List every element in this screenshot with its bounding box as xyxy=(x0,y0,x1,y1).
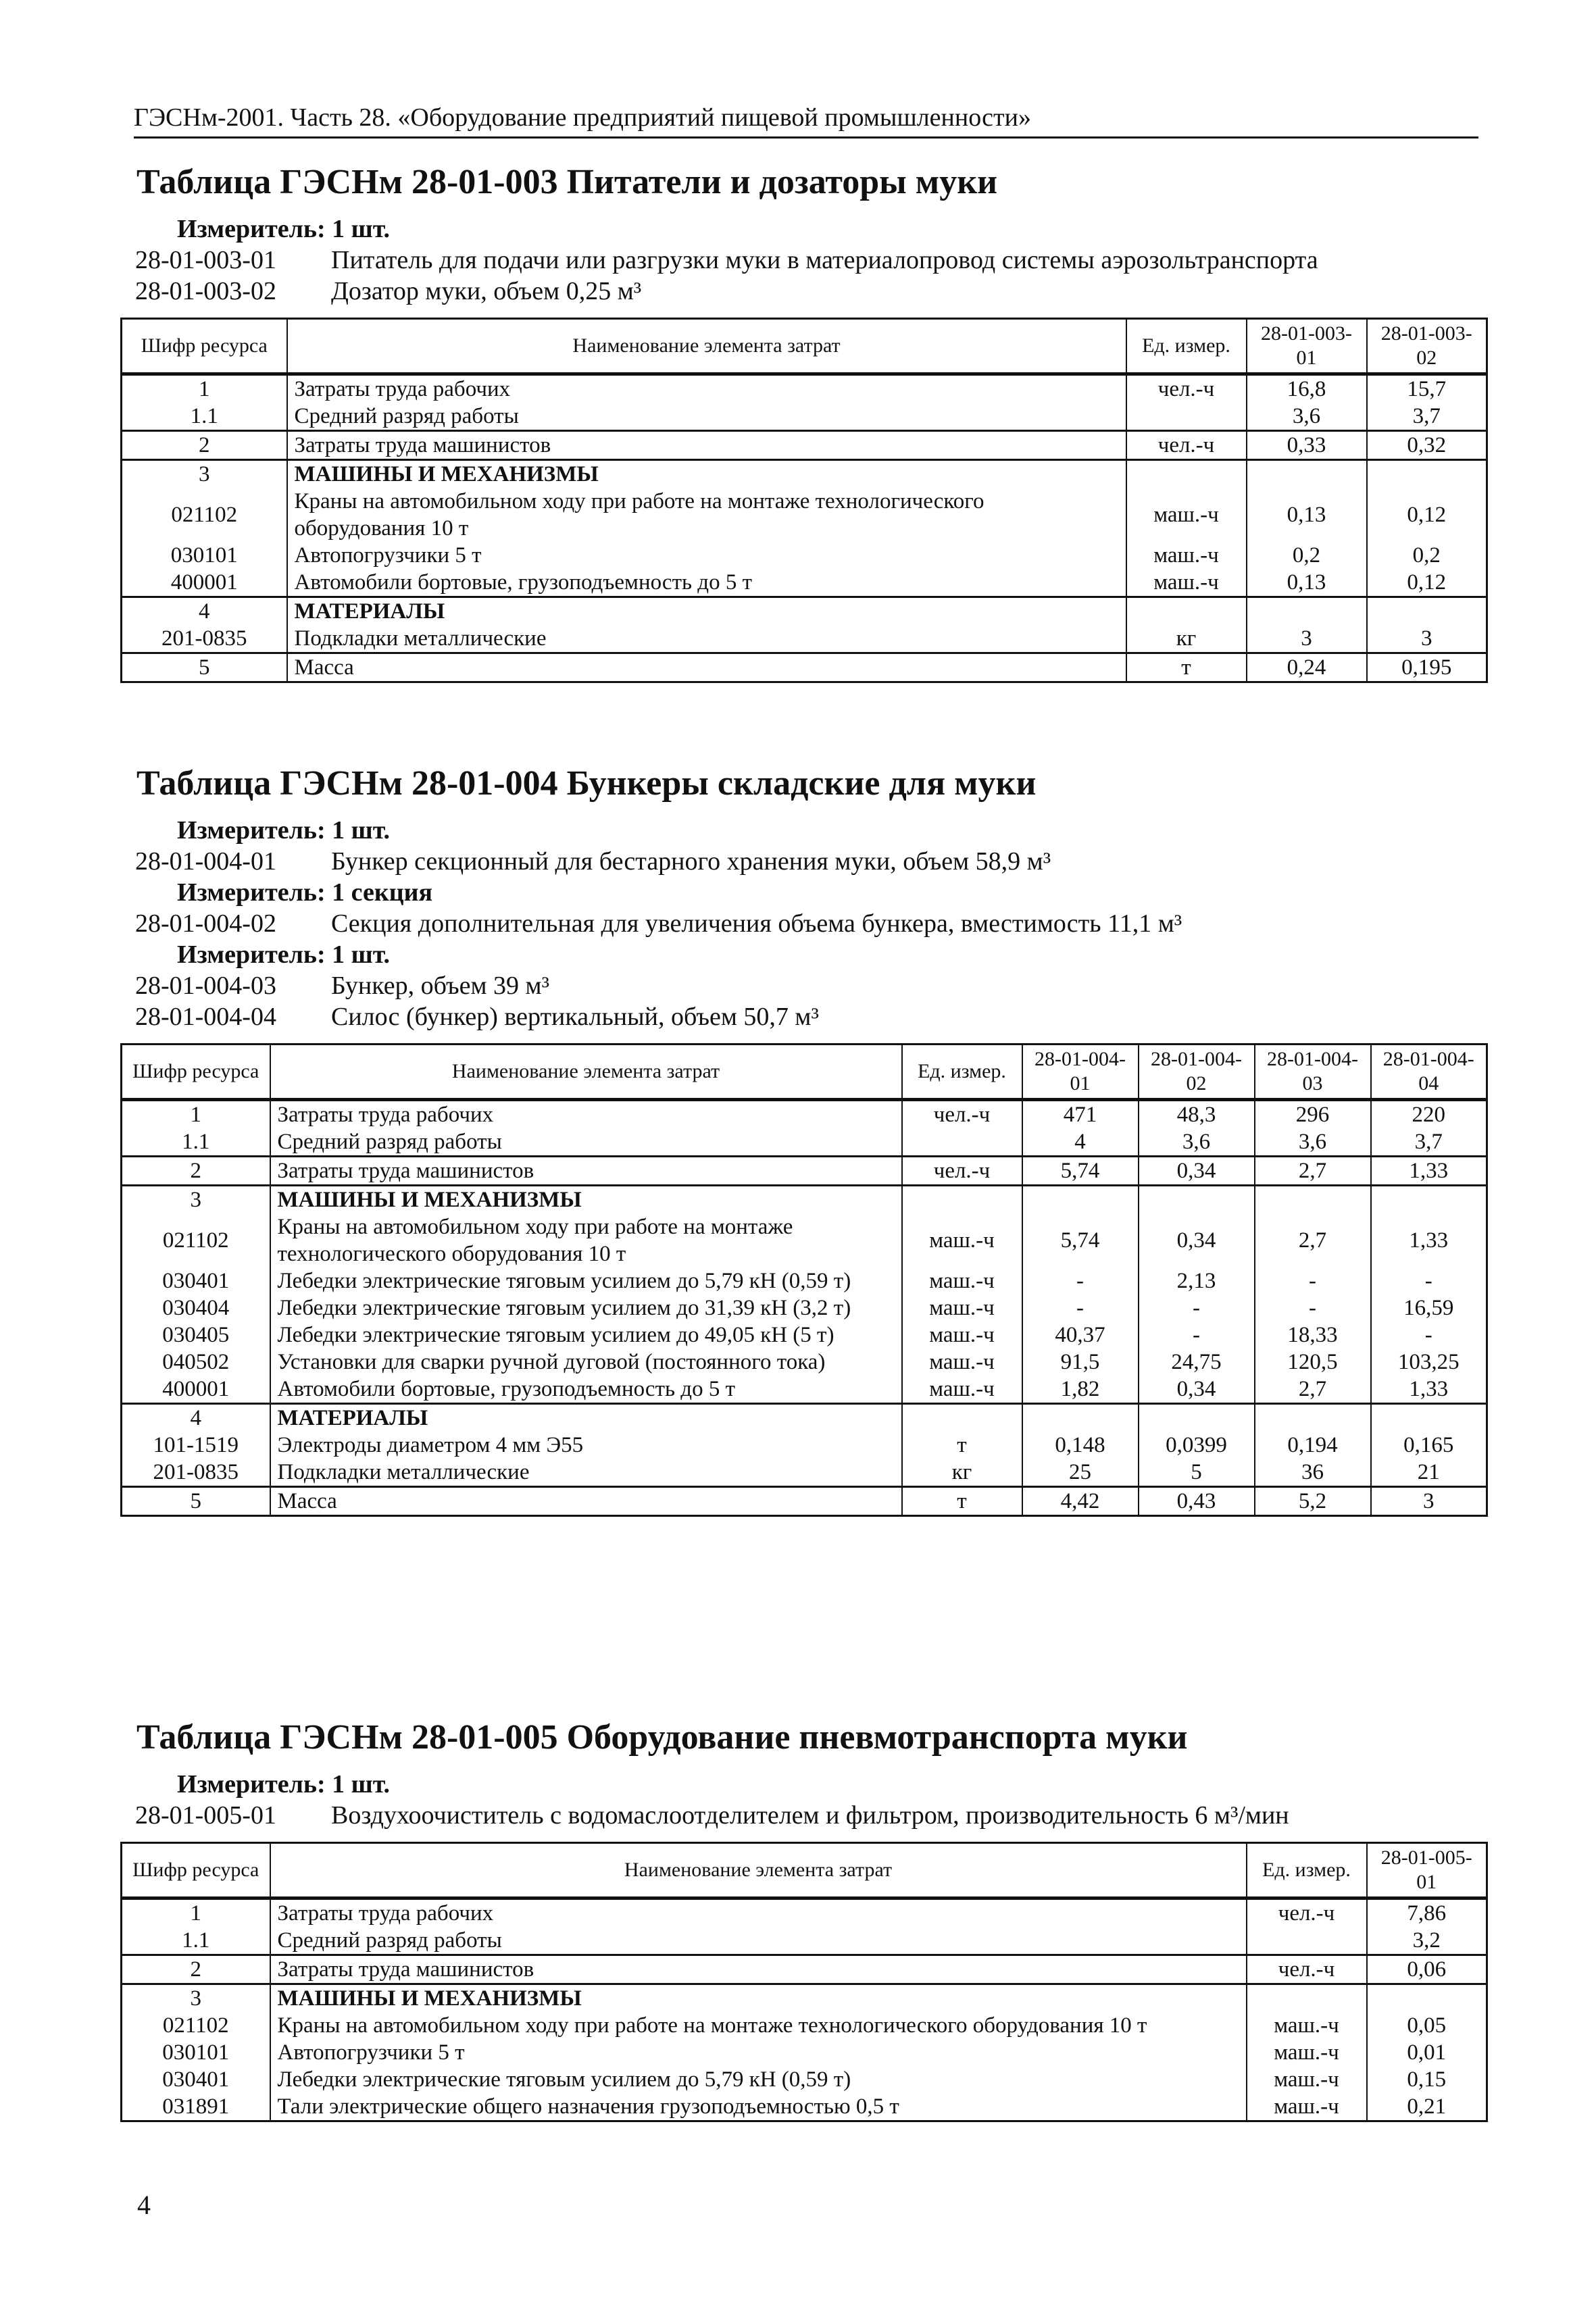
value-cell: 0,21 xyxy=(1367,2093,1487,2121)
unit-cell: маш.-ч xyxy=(902,1213,1022,1267)
table-row xyxy=(122,542,1487,569)
resource-code-cell: 021102 xyxy=(122,488,287,542)
cost-element-cell: Электроды диаметром 4 мм Э55 xyxy=(270,1432,902,1459)
value-cell: 3,6 xyxy=(1139,1128,1255,1157)
unit-cell: чел.-ч xyxy=(1247,1898,1367,1928)
value-cell: 471 xyxy=(1022,1100,1139,1129)
resource-code-cell: 400001 xyxy=(122,569,287,597)
value-cell: - xyxy=(1371,1322,1487,1349)
cost-element-cell: Масса xyxy=(287,653,1126,682)
value-cell: 120,5 xyxy=(1255,1349,1371,1376)
unit-cell: маш.-ч xyxy=(1247,2093,1367,2121)
value-cell: 16,8 xyxy=(1247,374,1367,403)
resource-code-cell: 201-0835 xyxy=(122,1459,270,1487)
norm-item-line xyxy=(120,846,1488,877)
cost-element-cell: Установки для сварки ручной дуговой (постоянного тока) xyxy=(270,1349,902,1376)
cost-element-cell: МАШИНЫ И МЕХАНИЗМЫ xyxy=(270,1984,1247,2013)
resource-code-cell: 030401 xyxy=(122,1267,270,1294)
value-cell: 0,13 xyxy=(1247,569,1367,597)
table-row xyxy=(122,403,1487,431)
cost-element-cell: Средний разряд работы xyxy=(270,1927,1247,1955)
norm-description: Воздухоочиститель с водомаслоотделителем и фильтром, производительность 6 м³/мин xyxy=(331,1801,1289,1830)
header-cost-element: Наименование элемента затрат xyxy=(270,1045,902,1100)
value-cell: 25 xyxy=(1022,1459,1139,1487)
unit-cell: чел.-ч xyxy=(1247,1955,1367,1984)
resource-code-cell: 031891 xyxy=(122,2093,270,2121)
resource-code-cell: 2 xyxy=(122,431,287,460)
norm-description: Бункер секционный для бестарного хранения муки, объем 58,9 м³ xyxy=(331,847,1051,876)
unit-cell: чел.-ч xyxy=(1126,374,1247,403)
norm-item-line xyxy=(120,276,1488,307)
value-cell: 0,24 xyxy=(1247,653,1367,682)
value-cell: 0,15 xyxy=(1367,2066,1487,2093)
table-row xyxy=(122,1128,1487,1157)
unit-cell: маш.-ч xyxy=(902,1376,1022,1404)
meter-line: Измеритель: 1 шт. xyxy=(177,1770,391,1799)
value-cell: 2,7 xyxy=(1255,1376,1371,1404)
header-norm-column: 28-01-003-02 xyxy=(1367,319,1487,374)
unit-cell xyxy=(1126,403,1247,431)
norm-code: 28-01-004-04 xyxy=(135,1003,276,1031)
value-cell: 0,12 xyxy=(1367,488,1487,542)
resource-code-cell: 030405 xyxy=(122,1322,270,1349)
table-header-row xyxy=(122,319,1487,374)
header-norm-column: 28-01-004-01 xyxy=(1022,1045,1139,1100)
cost-element-cell: Средний разряд работы xyxy=(270,1128,902,1157)
table-row xyxy=(122,1186,1487,1214)
header-norm-column: 28-01-005-01 xyxy=(1367,1843,1487,1898)
unit-cell: чел.-ч xyxy=(1126,431,1247,460)
table-row xyxy=(122,2093,1487,2121)
header-norm-column: 28-01-004-02 xyxy=(1139,1045,1255,1100)
header-cost-element: Наименование элемента затрат xyxy=(287,319,1126,374)
value-cell: - xyxy=(1255,1267,1371,1294)
cost-element-cell: МАШИНЫ И МЕХАНИЗМЫ xyxy=(270,1186,902,1214)
unit-cell xyxy=(902,1404,1022,1432)
table-row xyxy=(122,1898,1487,1928)
resource-code-cell: 1 xyxy=(122,374,287,403)
unit-cell xyxy=(1247,1984,1367,2013)
resource-code-cell: 5 xyxy=(122,653,287,682)
value-cell: 0,34 xyxy=(1139,1213,1255,1267)
cost-element-cell: Затраты труда рабочих xyxy=(287,374,1126,403)
resource-code-cell: 3 xyxy=(122,460,287,488)
value-cell: 3,7 xyxy=(1367,403,1487,431)
resource-code-cell: 4 xyxy=(122,1404,270,1432)
table-row xyxy=(122,374,1487,403)
value-cell: 1,33 xyxy=(1371,1376,1487,1404)
norm-description: Секция дополнительная для увеличения объема бункера, вместимость 11,1 м³ xyxy=(331,909,1182,938)
value-cell xyxy=(1367,1984,1487,2013)
unit-cell xyxy=(902,1128,1022,1157)
unit-cell: маш.-ч xyxy=(1247,2012,1367,2039)
value-cell: 15,7 xyxy=(1367,374,1487,403)
resource-code-cell: 1.1 xyxy=(122,1927,270,1955)
resource-code-cell: 1 xyxy=(122,1898,270,1928)
table-row xyxy=(122,1984,1487,2013)
value-cell: 3,7 xyxy=(1371,1128,1487,1157)
value-cell xyxy=(1371,1186,1487,1214)
unit-cell: маш.-ч xyxy=(1247,2066,1367,2093)
cost-element-cell: Подкладки металлические xyxy=(270,1459,902,1487)
resource-code-cell: 030101 xyxy=(122,2039,270,2066)
table-row xyxy=(122,1349,1487,1376)
meter-line: Измеритель: 1 шт. xyxy=(177,215,391,243)
norm-description: Питатель для подачи или разгрузки муки в материалопровод системы аэрозольтранспорта xyxy=(331,246,1318,274)
value-cell: 91,5 xyxy=(1022,1349,1139,1376)
table-row xyxy=(122,653,1487,682)
cost-element-cell: МАШИНЫ И МЕХАНИЗМЫ xyxy=(287,460,1126,488)
norm-table xyxy=(120,1842,1488,2122)
table-description xyxy=(120,815,1488,1032)
cost-element-cell: Автомобили бортовые, грузоподъемность до 5 т xyxy=(270,1376,902,1404)
norm-code: 28-01-005-01 xyxy=(135,1801,276,1830)
value-cell: 3,6 xyxy=(1247,403,1367,431)
cost-element-cell: Краны на автомобильном ходу при работе на монтаже технологического оборудования 10 т xyxy=(287,488,1126,542)
header-norm-column: 28-01-004-04 xyxy=(1371,1045,1487,1100)
value-cell: 0,194 xyxy=(1255,1432,1371,1459)
table-row xyxy=(122,1294,1487,1322)
value-cell xyxy=(1139,1404,1255,1432)
unit-cell xyxy=(902,1186,1022,1214)
value-cell: 220 xyxy=(1371,1100,1487,1129)
header-unit: Ед. измер. xyxy=(1126,319,1247,374)
resource-code-cell: 030401 xyxy=(122,2066,270,2093)
norm-code: 28-01-004-02 xyxy=(135,909,276,938)
cost-element-cell: МАТЕРИАЛЫ xyxy=(287,597,1126,626)
header-resource-code: Шифр ресурса xyxy=(122,1045,270,1100)
norm-table xyxy=(120,1043,1488,1517)
value-cell: 296 xyxy=(1255,1100,1371,1129)
table-row xyxy=(122,1927,1487,1955)
value-cell: 0,34 xyxy=(1139,1376,1255,1404)
table-row xyxy=(122,1404,1487,1432)
header-cost-element: Наименование элемента затрат xyxy=(270,1843,1247,1898)
table-description xyxy=(120,213,1488,307)
table-row xyxy=(122,488,1487,542)
cost-element-cell: Лебедки электрические тяговым усилием до 5,79 кН (0,59 т) xyxy=(270,1267,902,1294)
meter-line: Измеритель: 1 шт. xyxy=(177,816,391,845)
value-cell: - xyxy=(1022,1294,1139,1322)
unit-cell xyxy=(1126,597,1247,626)
value-cell: 2,13 xyxy=(1139,1267,1255,1294)
norm-code: 28-01-003-02 xyxy=(135,277,276,305)
value-cell: 0,195 xyxy=(1367,653,1487,682)
cost-element-cell: Автопогрузчики 5 т xyxy=(287,542,1126,569)
header-norm-column: 28-01-003-01 xyxy=(1247,319,1367,374)
unit-cell xyxy=(1126,460,1247,488)
value-cell: 103,25 xyxy=(1371,1349,1487,1376)
norm-code: 28-01-003-01 xyxy=(135,246,276,274)
value-cell: 0,33 xyxy=(1247,431,1367,460)
header-resource-code: Шифр ресурса xyxy=(122,1843,270,1898)
value-cell: 5 xyxy=(1139,1459,1255,1487)
resource-code-cell: 030101 xyxy=(122,542,287,569)
value-cell: 0,05 xyxy=(1367,2012,1487,2039)
value-cell: 36 xyxy=(1255,1459,1371,1487)
table-row xyxy=(122,2066,1487,2093)
value-cell xyxy=(1022,1404,1139,1432)
cost-element-cell: Затраты труда машинистов xyxy=(270,1157,902,1186)
value-cell: 2,7 xyxy=(1255,1213,1371,1267)
cost-element-cell: Затраты труда машинистов xyxy=(287,431,1126,460)
resource-code-cell: 1.1 xyxy=(122,403,287,431)
unit-cell: т xyxy=(902,1487,1022,1516)
value-cell: 5,74 xyxy=(1022,1213,1139,1267)
resource-code-cell: 1.1 xyxy=(122,1128,270,1157)
unit-cell: маш.-ч xyxy=(1126,488,1247,542)
cost-element-cell: Тали электрические общего назначения грузоподъемностью 0,5 т xyxy=(270,2093,1247,2121)
value-cell: 1,82 xyxy=(1022,1376,1139,1404)
cost-element-cell: МАТЕРИАЛЫ xyxy=(270,1404,902,1432)
table-header-row xyxy=(122,1843,1487,1898)
cost-element-cell: Краны на автомобильном ходу при работе на монтаже технологического оборудования 10 т xyxy=(270,2012,1247,2039)
page-number: 4 xyxy=(137,2190,151,2220)
table-row xyxy=(122,1322,1487,1349)
table-row xyxy=(122,597,1487,626)
value-cell: 7,86 xyxy=(1367,1898,1487,1928)
value-cell xyxy=(1371,1404,1487,1432)
table-row xyxy=(122,569,1487,597)
value-cell: 3,2 xyxy=(1367,1927,1487,1955)
value-cell: 0,13 xyxy=(1247,488,1367,542)
value-cell: 16,59 xyxy=(1371,1294,1487,1322)
cost-element-cell: Лебедки электрические тяговым усилием до 49,05 кН (5 т) xyxy=(270,1322,902,1349)
value-cell: 48,3 xyxy=(1139,1100,1255,1129)
table-row xyxy=(122,1432,1487,1459)
unit-cell: маш.-ч xyxy=(902,1294,1022,1322)
value-cell: - xyxy=(1022,1267,1139,1294)
resource-code-cell: 040502 xyxy=(122,1349,270,1376)
table-row xyxy=(122,460,1487,488)
unit-cell: маш.-ч xyxy=(1126,542,1247,569)
resource-code-cell: 021102 xyxy=(122,2012,270,2039)
value-cell: - xyxy=(1371,1267,1487,1294)
value-cell: 21 xyxy=(1371,1459,1487,1487)
resource-code-cell: 030404 xyxy=(122,1294,270,1322)
value-cell: 4 xyxy=(1022,1128,1139,1157)
norm-code: 28-01-004-01 xyxy=(135,847,276,876)
value-cell xyxy=(1022,1186,1139,1214)
cost-element-cell: Средний разряд работы xyxy=(287,403,1126,431)
cost-element-cell: Автомобили бортовые, грузоподъемность до 5 т xyxy=(287,569,1126,597)
value-cell: 0,34 xyxy=(1139,1157,1255,1186)
value-cell: 0,06 xyxy=(1367,1955,1487,1984)
unit-cell: маш.-ч xyxy=(1247,2039,1367,2066)
table-row xyxy=(122,1459,1487,1487)
resource-code-cell: 2 xyxy=(122,1955,270,1984)
value-cell: 3 xyxy=(1247,625,1367,653)
table-section-28-01-004 xyxy=(120,762,1488,1517)
table-row xyxy=(122,2012,1487,2039)
unit-cell: кг xyxy=(1126,625,1247,653)
cost-element-cell: Краны на автомобильном ходу при работе на монтаже технологического оборудования 10 т xyxy=(270,1213,902,1267)
value-cell xyxy=(1255,1404,1371,1432)
value-cell: 0,01 xyxy=(1367,2039,1487,2066)
cost-element-cell: Затраты труда рабочих xyxy=(270,1898,1247,1928)
unit-cell: чел.-ч xyxy=(902,1157,1022,1186)
value-cell xyxy=(1139,1186,1255,1214)
table-row xyxy=(122,1376,1487,1404)
value-cell xyxy=(1367,597,1487,626)
table-section-28-01-005 xyxy=(120,1716,1488,2122)
cost-element-cell: Масса xyxy=(270,1487,902,1516)
norm-item-line xyxy=(120,908,1488,939)
norm-item-line xyxy=(120,245,1488,276)
unit-cell: маш.-ч xyxy=(902,1349,1022,1376)
unit-cell: кг xyxy=(902,1459,1022,1487)
value-cell: 3,6 xyxy=(1255,1128,1371,1157)
table-title: Таблица ГЭСНм 28-01-003 Питатели и дозаторы муки xyxy=(136,163,998,201)
value-cell: 1,33 xyxy=(1371,1213,1487,1267)
table-header-row xyxy=(122,1045,1487,1100)
value-cell: 18,33 xyxy=(1255,1322,1371,1349)
header-norm-column: 28-01-004-03 xyxy=(1255,1045,1371,1100)
value-cell: 2,7 xyxy=(1255,1157,1371,1186)
value-cell: 3 xyxy=(1371,1487,1487,1516)
table-title: Таблица ГЭСНм 28-01-005 Оборудование пневмотранспорта муки xyxy=(136,1718,1188,1757)
cost-element-cell: Автопогрузчики 5 т xyxy=(270,2039,1247,2066)
value-cell: - xyxy=(1139,1294,1255,1322)
value-cell xyxy=(1247,460,1367,488)
resource-code-cell: 4 xyxy=(122,597,287,626)
value-cell: 24,75 xyxy=(1139,1349,1255,1376)
unit-cell: т xyxy=(1126,653,1247,682)
unit-cell: маш.-ч xyxy=(902,1322,1022,1349)
unit-cell: маш.-ч xyxy=(902,1267,1022,1294)
norm-code: 28-01-004-03 xyxy=(135,972,276,1000)
norm-description: Силос (бункер) вертикальный, объем 50,7 м³ xyxy=(331,1003,819,1031)
table-row xyxy=(122,625,1487,653)
value-cell: 4,42 xyxy=(1022,1487,1139,1516)
value-cell: 0,2 xyxy=(1247,542,1367,569)
resource-code-cell: 201-0835 xyxy=(122,625,287,653)
norm-item-line xyxy=(120,970,1488,1001)
norm-item-line xyxy=(120,1800,1488,1831)
value-cell: 0,43 xyxy=(1139,1487,1255,1516)
value-cell: 0,2 xyxy=(1367,542,1487,569)
cost-element-cell: Затраты труда рабочих xyxy=(270,1100,902,1129)
cost-element-cell: Подкладки металлические xyxy=(287,625,1126,653)
unit-cell: маш.-ч xyxy=(1126,569,1247,597)
value-cell: - xyxy=(1139,1322,1255,1349)
table-row xyxy=(122,1487,1487,1516)
table-row xyxy=(122,1157,1487,1186)
unit-cell: чел.-ч xyxy=(902,1100,1022,1129)
value-cell: 5,2 xyxy=(1255,1487,1371,1516)
resource-code-cell: 2 xyxy=(122,1157,270,1186)
table-section-28-01-003 xyxy=(120,161,1488,683)
resource-code-cell: 021102 xyxy=(122,1213,270,1267)
cost-element-cell: Лебедки электрические тяговым усилием до 31,39 кН (3,2 т) xyxy=(270,1294,902,1322)
norm-description: Дозатор муки, объем 0,25 м³ xyxy=(331,277,642,305)
value-cell: 3 xyxy=(1367,625,1487,653)
resource-code-cell: 1 xyxy=(122,1100,270,1129)
resource-code-cell: 3 xyxy=(122,1186,270,1214)
value-cell: 0,165 xyxy=(1371,1432,1487,1459)
norm-item-line xyxy=(120,1001,1488,1032)
table-row xyxy=(122,1267,1487,1294)
value-cell xyxy=(1255,1186,1371,1214)
table-description xyxy=(120,1769,1488,1831)
table-row xyxy=(122,2039,1487,2066)
table-title: Таблица ГЭСНм 28-01-004 Бункеры складские для муки xyxy=(136,764,1037,803)
value-cell: 0,148 xyxy=(1022,1432,1139,1459)
resource-code-cell: 3 xyxy=(122,1984,270,2013)
value-cell: - xyxy=(1255,1294,1371,1322)
table-row xyxy=(122,1213,1487,1267)
value-cell: 0,0399 xyxy=(1139,1432,1255,1459)
table-row xyxy=(122,1955,1487,1984)
unit-cell: т xyxy=(902,1432,1022,1459)
cost-element-cell: Затраты труда машинистов xyxy=(270,1955,1247,1984)
meter-line: Измеритель: 1 секция xyxy=(177,878,433,907)
value-cell: 0,12 xyxy=(1367,569,1487,597)
resource-code-cell: 5 xyxy=(122,1487,270,1516)
value-cell: 0,32 xyxy=(1367,431,1487,460)
cost-element-cell: Лебедки электрические тяговым усилием до 5,79 кН (0,59 т) xyxy=(270,2066,1247,2093)
table-row xyxy=(122,1100,1487,1129)
header-unit: Ед. измер. xyxy=(902,1045,1022,1100)
norm-table xyxy=(120,318,1488,683)
value-cell xyxy=(1367,460,1487,488)
norm-description: Бункер, объем 39 м³ xyxy=(331,972,549,1000)
resource-code-cell: 400001 xyxy=(122,1376,270,1404)
meter-line: Измеритель: 1 шт. xyxy=(177,940,391,969)
value-cell: 40,37 xyxy=(1022,1322,1139,1349)
header-unit: Ед. измер. xyxy=(1247,1843,1367,1898)
resource-code-cell: 101-1519 xyxy=(122,1432,270,1459)
value-cell: 5,74 xyxy=(1022,1157,1139,1186)
unit-cell xyxy=(1247,1927,1367,1955)
value-cell xyxy=(1247,597,1367,626)
header-resource-code: Шифр ресурса xyxy=(122,319,287,374)
running-header: ГЭСНм-2001. Часть 28. «Оборудование предприятий пищевой промышленности» xyxy=(134,101,1478,139)
table-row xyxy=(122,431,1487,460)
value-cell: 1,33 xyxy=(1371,1157,1487,1186)
